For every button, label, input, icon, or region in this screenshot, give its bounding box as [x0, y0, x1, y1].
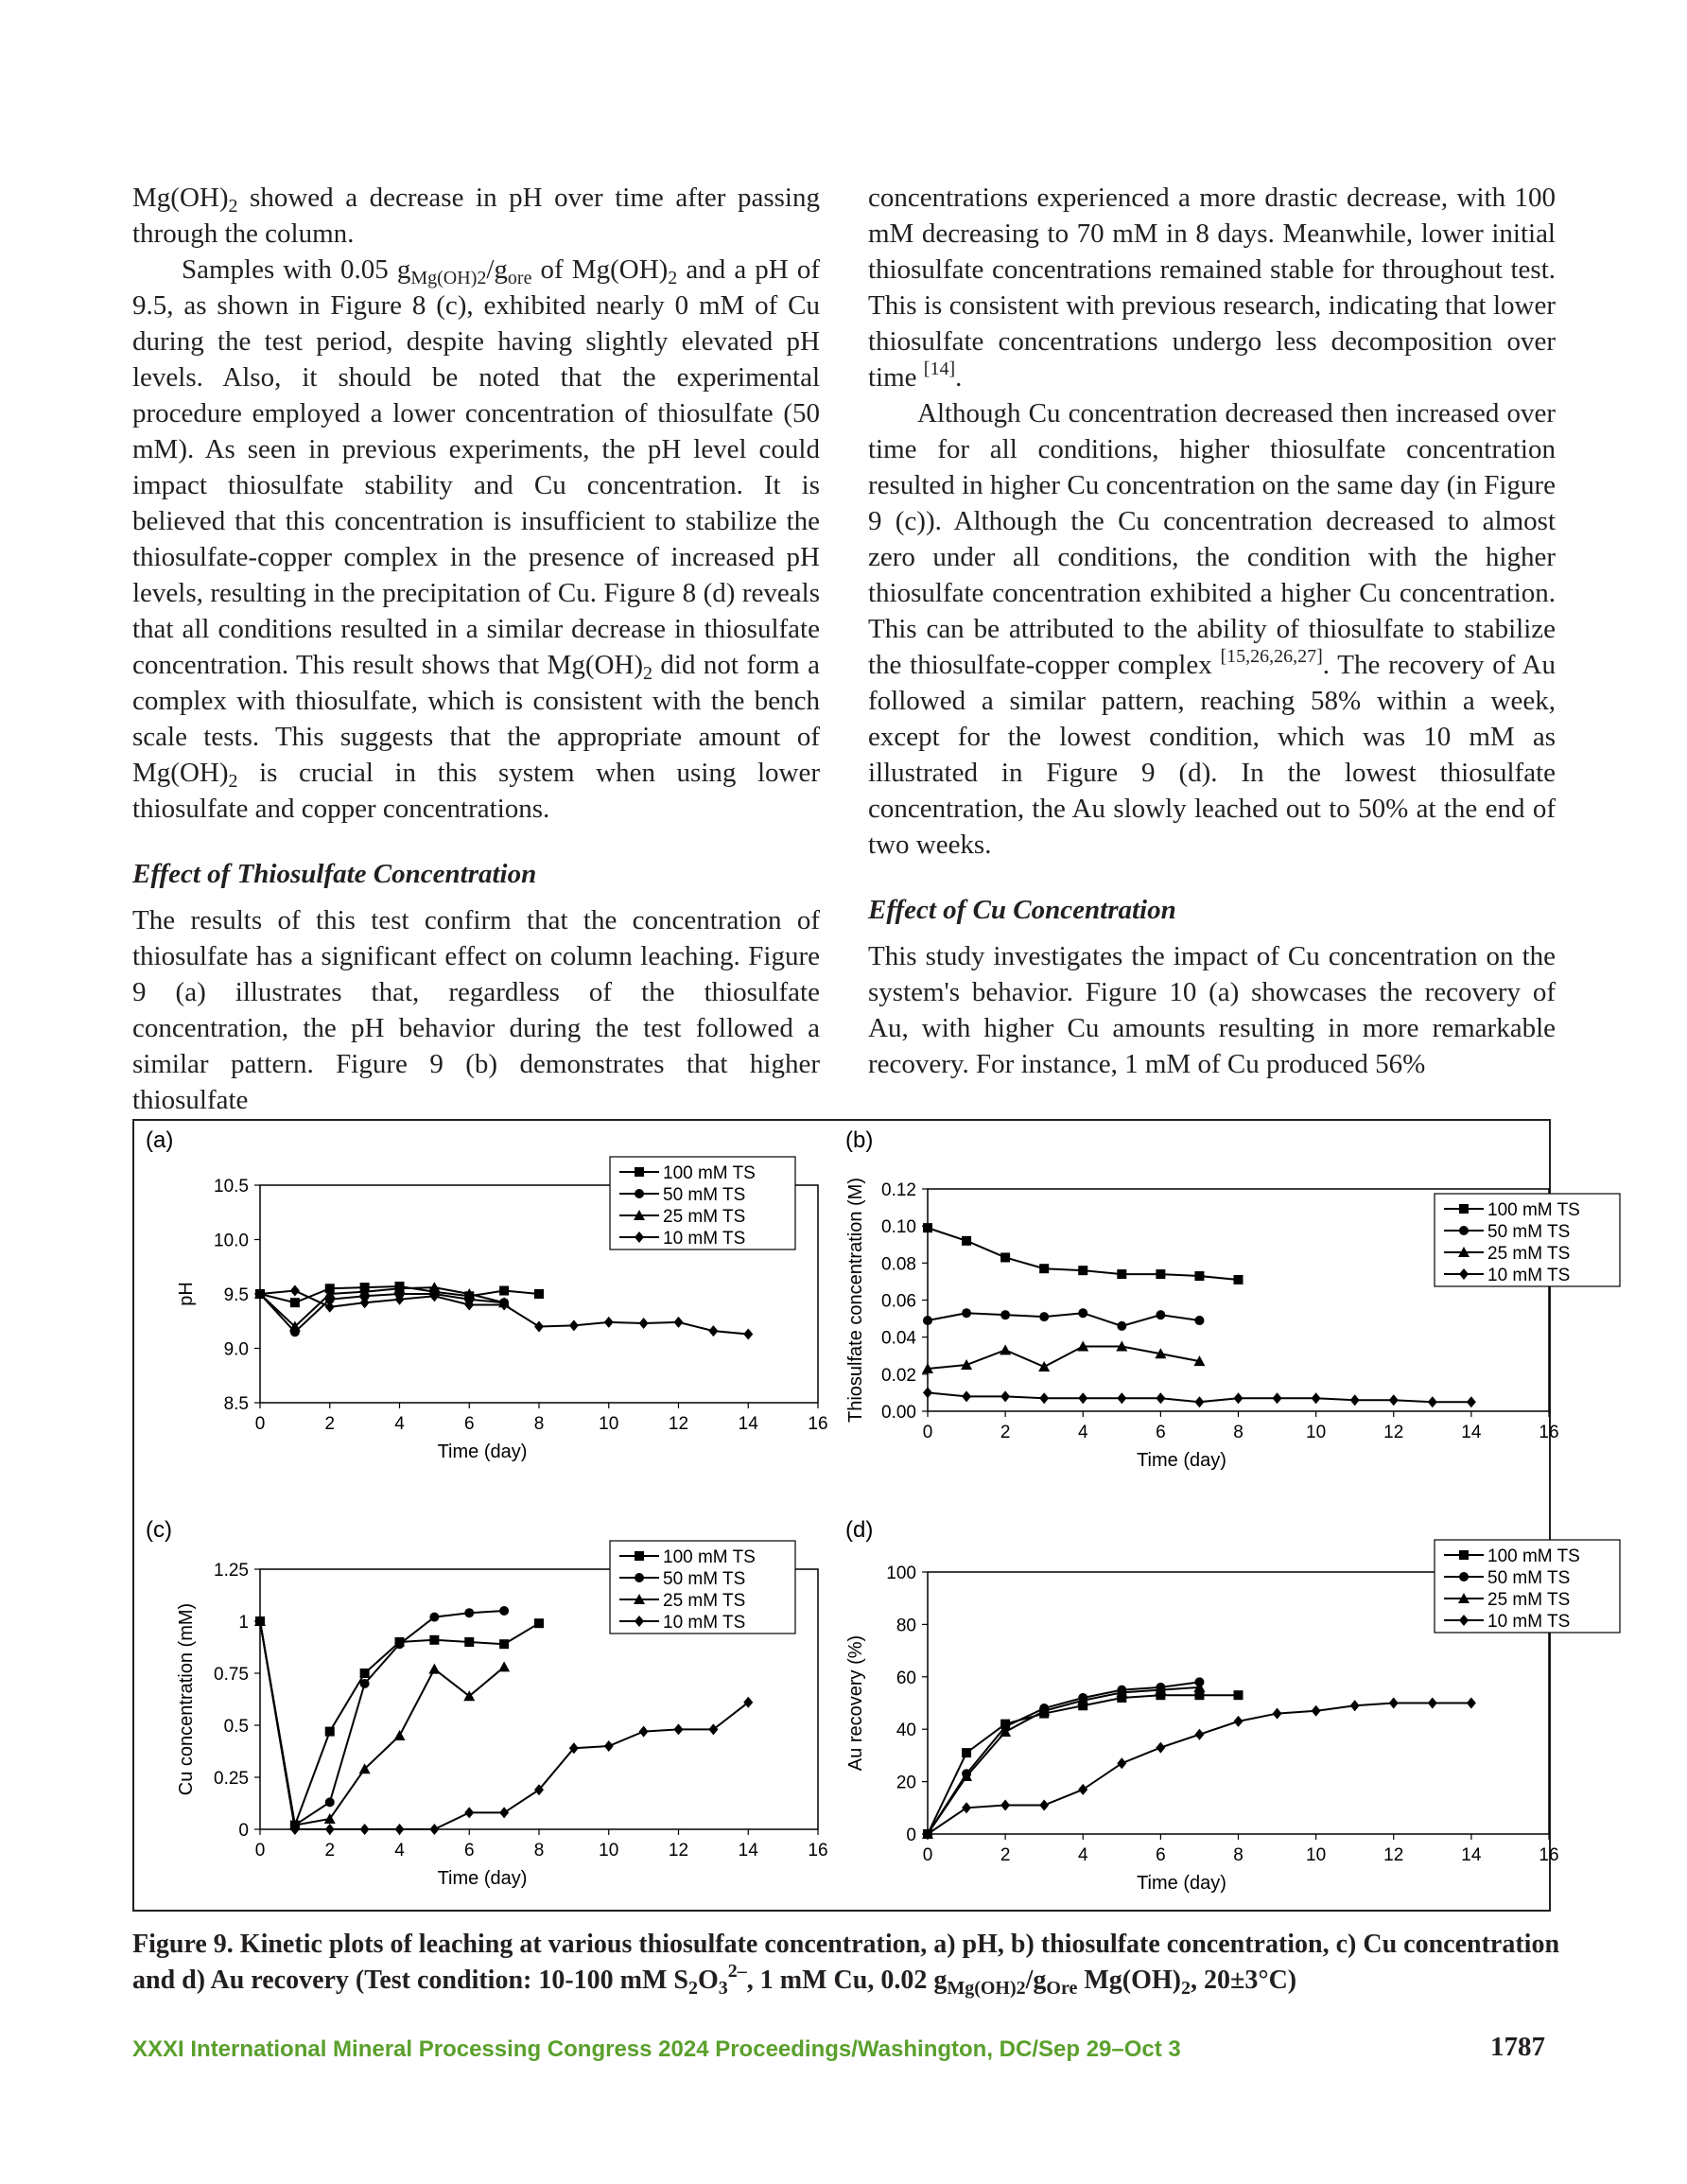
data-point — [1039, 1264, 1049, 1273]
data-point — [360, 1669, 370, 1678]
data-point — [498, 1661, 510, 1671]
x-tick-label: 14 — [1461, 1845, 1482, 1865]
right-column — [868, 180, 1556, 1082]
data-point — [499, 1639, 509, 1649]
data-point — [534, 1618, 544, 1628]
panel-label: (a) — [146, 1127, 174, 1153]
data-point — [1273, 1392, 1282, 1404]
x-axis-label: Time (day) — [1137, 1873, 1226, 1894]
x-tick-label: 12 — [1383, 1423, 1404, 1442]
data-point — [499, 1807, 509, 1818]
data-point — [429, 1635, 439, 1645]
x-axis-label: Time (day) — [437, 1868, 528, 1889]
legend-marker — [1459, 1572, 1469, 1581]
legend-label: 10 mM TS — [1487, 1266, 1571, 1285]
legend-marker — [635, 1167, 644, 1177]
x-tick-label: 4 — [394, 1414, 405, 1434]
y-tick-label: 80 — [896, 1616, 916, 1636]
footer-proceedings: XXXI International Mineral Processing Congress 2024 Proceedings/Washington, DC/Sep 29–Oct 3 — [132, 2036, 1181, 2062]
y-tick-label: 0.06 — [881, 1291, 916, 1312]
y-tick-label: 60 — [896, 1668, 916, 1688]
data-point — [1350, 1700, 1360, 1711]
x-tick-label: 12 — [668, 1841, 689, 1861]
data-point — [604, 1740, 614, 1752]
data-point — [290, 1298, 300, 1307]
data-point — [1039, 1392, 1049, 1404]
legend-label: 100 mM TS — [1487, 1200, 1580, 1220]
left-column — [132, 180, 820, 1118]
data-point — [1234, 1716, 1244, 1727]
y-axis-label: Cu concentration (mM) — [176, 1602, 197, 1796]
data-point — [534, 1289, 544, 1299]
y-tick-label: 0.75 — [214, 1665, 249, 1685]
data-point — [1078, 1308, 1087, 1318]
y-tick-label: 40 — [896, 1721, 916, 1741]
section-heading-cu: Effect of Cu Concentration — [868, 895, 1176, 925]
data-point — [708, 1723, 718, 1735]
data-point — [1194, 1396, 1204, 1407]
data-point — [429, 1613, 439, 1622]
x-tick-label: 16 — [1539, 1423, 1559, 1442]
x-tick-label: 2 — [1000, 1423, 1011, 1442]
data-point — [1234, 1690, 1244, 1700]
legend-marker — [635, 1189, 644, 1198]
data-point — [1428, 1698, 1437, 1709]
x-tick-label: 16 — [808, 1841, 828, 1861]
right-paragraph-1: concentrations experienced a more drastic decrease, with 100 mM decreasing to 70 mM in 8 days. Meanwhile, lower initial thiosulfate concentrations remained stable for throughout test. This is consistent with previous research, indicating that lower thiosulfate concentrations undergo less decomposition over time [14]. — [868, 183, 1556, 393]
y-tick-label: 1 — [238, 1613, 249, 1633]
x-tick-label: 10 — [1306, 1845, 1327, 1865]
data-point — [1156, 1269, 1165, 1279]
data-point — [1039, 1800, 1049, 1811]
data-point — [743, 1329, 753, 1340]
data-point — [464, 1608, 474, 1617]
x-tick-label: 16 — [808, 1414, 828, 1434]
x-axis-label: Time (day) — [437, 1441, 528, 1462]
legend-label: 100 mM TS — [663, 1163, 756, 1183]
series-line — [260, 1621, 504, 1826]
x-tick-label: 10 — [599, 1841, 619, 1861]
data-point — [962, 1802, 971, 1813]
panel-label: (c) — [146, 1517, 172, 1543]
panel-label: (d) — [845, 1517, 874, 1543]
panel-label: (b) — [845, 1127, 874, 1153]
y-tick-label: 20 — [896, 1773, 916, 1793]
y-axis-label: Au recovery (%) — [845, 1634, 866, 1772]
x-tick-label: 2 — [324, 1414, 336, 1434]
data-point — [923, 1316, 932, 1325]
legend-label: 25 mM TS — [663, 1591, 746, 1611]
data-point — [1000, 1310, 1010, 1319]
y-tick-label: 0.25 — [214, 1769, 249, 1789]
figure-9 — [132, 1119, 1580, 1912]
x-tick-label: 8 — [1233, 1423, 1244, 1442]
y-tick-label: 10.0 — [214, 1231, 249, 1251]
data-point — [1389, 1698, 1399, 1709]
legend-label: 10 mM TS — [1487, 1612, 1571, 1632]
x-tick-label: 12 — [668, 1414, 689, 1434]
data-point — [1039, 1312, 1049, 1321]
right-paragraph-3: This study investigates the impact of Cu concentration on the system's behavior. Figure 10 (a) showcases the recovery of Au, with higher Cu amounts resulting in more remarkable recovery. For instance, 1 mM of Cu produced 56% — [868, 941, 1556, 1079]
page-number: 1787 — [1490, 2032, 1545, 2062]
data-point — [394, 1730, 406, 1740]
chart-panel-b — [834, 1121, 1580, 1516]
series-circle — [923, 1677, 1204, 1839]
data-point — [290, 1285, 300, 1297]
data-point — [464, 1637, 474, 1647]
y-tick-label: 0.04 — [881, 1328, 916, 1349]
series-line — [260, 1621, 539, 1826]
x-tick-label: 0 — [922, 1845, 933, 1865]
legend-label: 10 mM TS — [663, 1229, 746, 1249]
legend-label: 25 mM TS — [1487, 1590, 1571, 1610]
legend-label: 25 mM TS — [663, 1207, 746, 1227]
data-point — [1428, 1396, 1437, 1407]
data-point — [1117, 1757, 1126, 1769]
data-point — [325, 1797, 335, 1807]
data-point — [429, 1824, 439, 1835]
data-point — [1350, 1394, 1360, 1406]
legend-label: 50 mM TS — [1487, 1222, 1571, 1242]
data-point — [1312, 1392, 1321, 1404]
series-diamond — [923, 1387, 1476, 1407]
data-point — [1078, 1266, 1087, 1275]
data-point — [1117, 1269, 1126, 1279]
data-point — [1194, 1271, 1204, 1281]
figure-caption: Figure 9. Kinetic plots of leaching at various thiosulfate concentration, a) pH, b) thiosulfate concentration, c) Cu concentration and d) Au recovery (Test condition: 10-100 mM $S_2O_3^{2-}$, 1 mM Cu, 0.02 $g_{Mg(OH)2}/g_{Ore}$ $Mg(OH)_2$, 20±3°C) — [132, 1930, 1560, 1999]
x-tick-label: 14 — [1461, 1423, 1482, 1442]
left-paragraph-3: The results of this test confirm that the concentration of thiosulfate has a significant effect on column leaching. Figure 9 (a) illustrates that, regardless of the thiosulfate concentration, the pH behavior during the test followed a similar pattern. Figure 9 (b) demonstrates that higher thiosulfate — [132, 905, 820, 1115]
x-axis-label: Time (day) — [1137, 1450, 1226, 1471]
y-tick-label: 0.08 — [881, 1254, 916, 1275]
y-tick-label: 10.5 — [214, 1177, 249, 1197]
series-square — [923, 1223, 1244, 1284]
data-point — [1234, 1275, 1244, 1284]
data-point — [569, 1319, 579, 1331]
data-point — [1194, 1729, 1204, 1740]
series-diamond — [923, 1698, 1476, 1841]
data-point — [1000, 1344, 1011, 1354]
data-point — [1117, 1321, 1126, 1331]
data-point — [1467, 1396, 1476, 1407]
y-tick-label: 0.5 — [223, 1717, 249, 1737]
x-tick-label: 6 — [1156, 1845, 1166, 1865]
data-point — [743, 1697, 753, 1708]
left-paragraph-1: $Mg(OH)_2$ showed a decrease in pH over time after passing through the column. — [132, 183, 820, 249]
data-point — [499, 1606, 509, 1616]
x-tick-label: 6 — [463, 1414, 475, 1434]
data-point — [1194, 1316, 1204, 1325]
left-paragraph-2: Samples with 0.05 $g_{Mg(OH)2}/g_{ore}$ of $Mg(OH)_2$ and a pH of 9.5, as shown in Figure 8 (c), exhibited nearly 0 mM of Cu during the test period, despite having slightly elevated pH levels. Also, it should be noted that the experimental procedure employed a lower concentration of thiosulfate (50 mM). As seen in previous experiments, the pH level could impact thiosulfate stability and Cu concentration. It is believed that this concentration is insufficient to stabilize the thiosulfate-copper complex in the presence of increased pH levels, resulting in the precipitation of Cu. Figure 8 (d) reveals that all conditions resulted in a similar decrease in thiosulfate concentration. This result shows that $Mg(OH)_2$ did not form a complex with thiosulfate, which is consistent with the bench scale tests. This suggests that the appropriate amount of $Mg(OH)_2$ is crucial in this system when using lower thiosulfate and copper concentrations. — [132, 254, 820, 824]
data-point — [923, 1223, 932, 1232]
legend-label: 100 mM TS — [1487, 1546, 1580, 1566]
y-axis-label: Thiosulfate concentration (M) — [845, 1177, 866, 1424]
x-tick-label: 6 — [1156, 1423, 1166, 1442]
legend-marker — [1459, 1226, 1469, 1235]
legend-label: 10 mM TS — [663, 1613, 746, 1633]
y-axis-label: pH — [176, 1282, 197, 1306]
series-square — [923, 1690, 1244, 1839]
x-tick-label: 2 — [324, 1841, 336, 1861]
data-point — [674, 1723, 684, 1735]
data-point — [604, 1317, 614, 1328]
chart-panel-a — [134, 1121, 834, 1516]
legend-label: 25 mM TS — [1487, 1244, 1571, 1264]
data-point — [1038, 1361, 1050, 1372]
x-tick-label: 8 — [1233, 1845, 1244, 1865]
x-tick-label: 4 — [1077, 1423, 1088, 1442]
chart-panel-c — [134, 1516, 834, 1912]
x-tick-label: 8 — [533, 1841, 545, 1861]
legend-marker — [1459, 1204, 1469, 1214]
legend-label: 50 mM TS — [1487, 1568, 1571, 1588]
legend-marker — [635, 1573, 644, 1582]
data-point — [534, 1321, 544, 1333]
data-point — [395, 1639, 405, 1649]
data-point — [360, 1824, 370, 1835]
data-point — [962, 1236, 971, 1246]
data-point — [1156, 1742, 1165, 1754]
x-tick-label: 2 — [1000, 1845, 1011, 1865]
data-point — [708, 1325, 718, 1337]
data-point — [1078, 1784, 1087, 1795]
y-tick-label: 0 — [238, 1821, 249, 1841]
x-tick-label: 8 — [533, 1414, 545, 1434]
data-point — [1467, 1698, 1476, 1709]
series-triangle — [922, 1340, 1205, 1373]
data-point — [1000, 1800, 1010, 1811]
x-tick-label: 6 — [463, 1841, 475, 1861]
chart-panel-d — [834, 1516, 1580, 1912]
series-triangle — [922, 1682, 1205, 1839]
data-point — [325, 1824, 335, 1835]
series-triangle — [254, 1616, 510, 1830]
x-tick-label: 10 — [599, 1414, 619, 1434]
right-paragraph-2: Although Cu concentration decreased then increased over time for all conditions, higher thiosulfate concentration resulted in higher Cu concentration on the same day (in Figure 9 (c)). Although the Cu concentration decreased to almost zero under all conditions, the condition with the higher thiosulfate concentration exhibited a higher Cu concentration. This can be attributed to the ability of thiosulfate to stabilize the thiosulfate-copper complex [15,26,26,27]. The recovery of Au followed a similar pattern, reaching 58% within a week, except for the lowest condition, which was 10 mM as illustrated in Figure 9 (d). In the lowest thiosulfate concentration, the Au slowly leached out to 50% at the end of two weeks. — [868, 398, 1556, 860]
data-point — [1078, 1392, 1087, 1404]
y-tick-label: 0.00 — [881, 1403, 916, 1423]
data-point — [428, 1664, 440, 1674]
data-point — [325, 1727, 335, 1737]
data-point — [962, 1390, 971, 1402]
data-point — [464, 1807, 474, 1818]
data-point — [395, 1824, 405, 1835]
data-point — [499, 1286, 509, 1296]
legend-label: 50 mM TS — [663, 1185, 746, 1205]
data-point — [962, 1748, 971, 1757]
data-point — [962, 1308, 971, 1318]
data-point — [1389, 1394, 1399, 1406]
y-tick-label: 9.5 — [223, 1285, 249, 1305]
y-tick-label: 1.25 — [214, 1561, 249, 1581]
x-tick-label: 16 — [1539, 1845, 1559, 1865]
x-tick-label: 4 — [394, 1841, 405, 1861]
y-tick-label: 0 — [906, 1826, 916, 1845]
section-heading-thiosulfate: Effect of Thiosulfate Concentration — [132, 859, 537, 889]
x-tick-label: 12 — [1383, 1845, 1404, 1865]
legend-label: 100 mM TS — [663, 1547, 756, 1567]
data-point — [360, 1679, 370, 1688]
legend-label: 50 mM TS — [663, 1569, 746, 1589]
x-tick-label: 4 — [1077, 1845, 1088, 1865]
data-point — [1000, 1390, 1010, 1402]
data-point — [1312, 1705, 1321, 1717]
x-tick-label: 0 — [254, 1841, 266, 1861]
data-point — [1156, 1310, 1165, 1319]
x-tick-label: 14 — [738, 1414, 758, 1434]
data-point — [674, 1317, 684, 1328]
data-point — [1000, 1252, 1010, 1262]
y-tick-label: 0.12 — [881, 1180, 916, 1200]
data-point — [1273, 1708, 1282, 1720]
y-tick-label: 0.10 — [881, 1217, 916, 1238]
x-tick-label: 10 — [1306, 1423, 1327, 1442]
data-point — [639, 1318, 649, 1329]
data-point — [1117, 1392, 1126, 1404]
y-tick-label: 100 — [886, 1564, 916, 1583]
data-point — [923, 1387, 932, 1398]
data-point — [1156, 1392, 1165, 1404]
x-tick-label: 14 — [738, 1841, 758, 1861]
series-circle — [923, 1308, 1204, 1331]
y-tick-label: 9.0 — [223, 1339, 249, 1360]
y-tick-label: 0.02 — [881, 1365, 916, 1386]
y-tick-label: 8.5 — [223, 1394, 249, 1414]
data-point — [639, 1726, 649, 1738]
legend-marker — [635, 1551, 644, 1561]
legend-marker — [1459, 1550, 1469, 1560]
x-tick-label: 0 — [922, 1423, 933, 1442]
data-point — [1234, 1392, 1244, 1404]
x-tick-label: 0 — [254, 1414, 266, 1434]
